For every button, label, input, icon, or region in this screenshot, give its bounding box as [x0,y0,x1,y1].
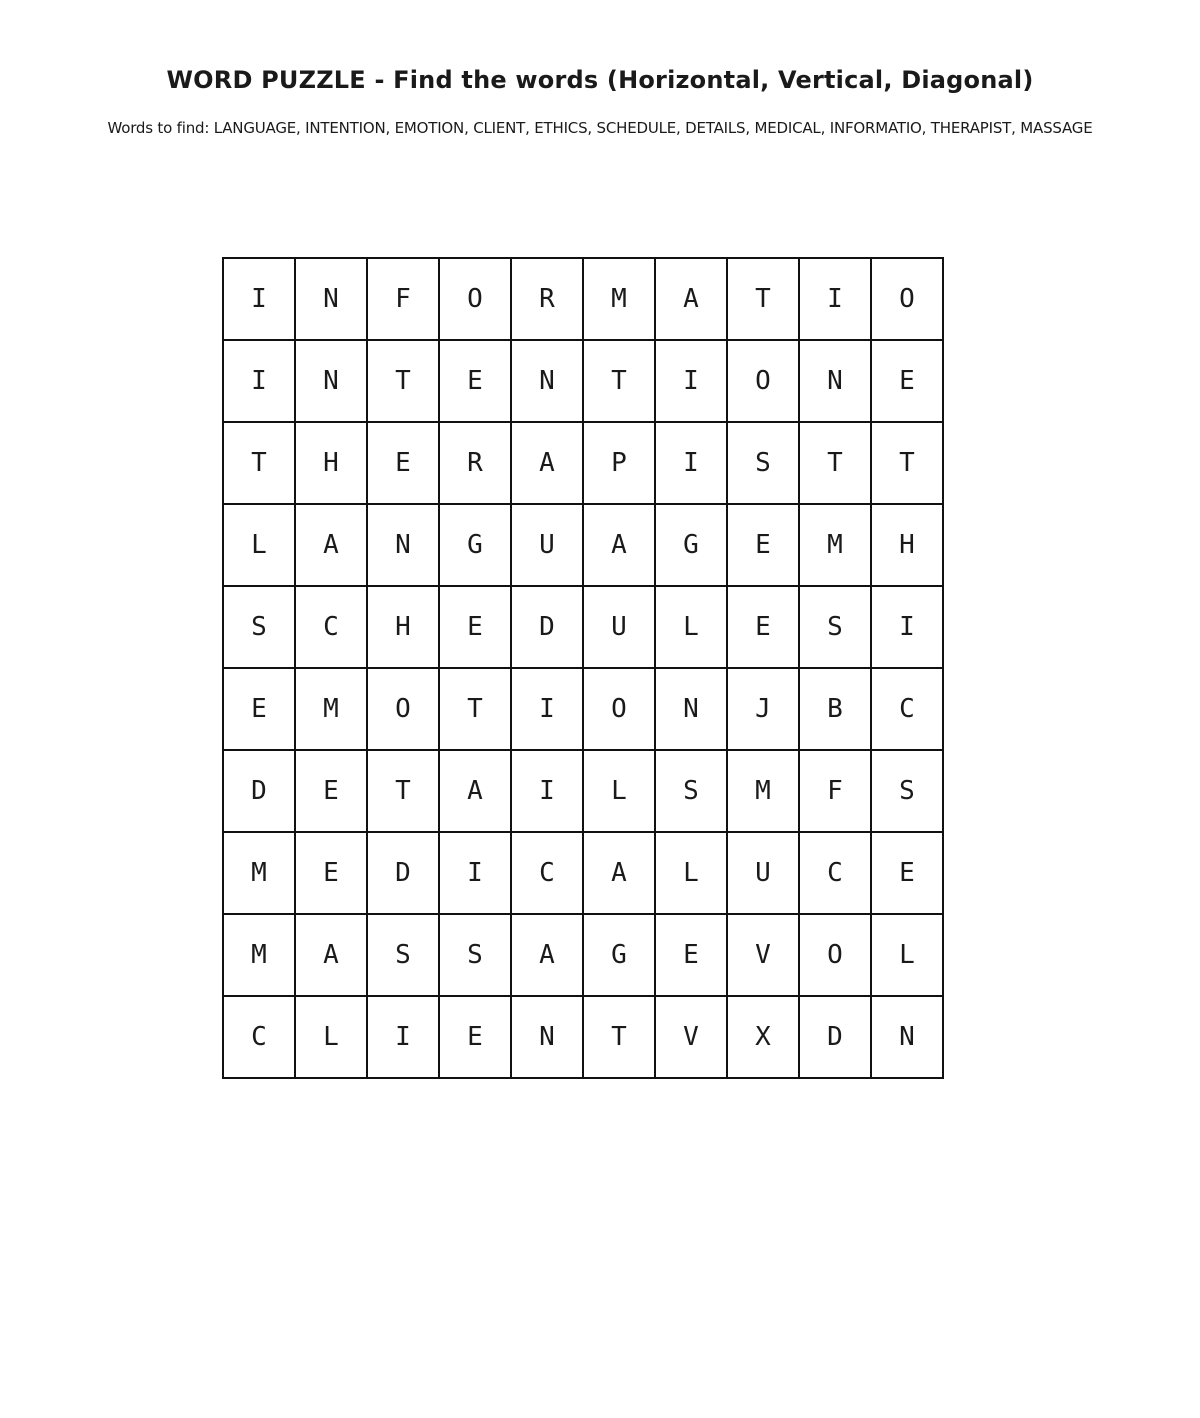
grid-cell[interactable]: L [584,751,656,833]
grid-cell[interactable]: I [440,833,512,915]
grid-cell[interactable]: L [296,997,368,1079]
grid-cell[interactable]: C [800,833,872,915]
grid-cell[interactable]: C [872,669,944,751]
grid-cell[interactable]: E [656,915,728,997]
grid-cell[interactable]: R [512,259,584,341]
grid-cell[interactable]: M [800,505,872,587]
grid-cell[interactable]: E [296,751,368,833]
grid-cell[interactable]: I [512,751,584,833]
grid-cell[interactable]: D [368,833,440,915]
grid-cell[interactable]: H [296,423,368,505]
grid-cell[interactable]: I [512,669,584,751]
grid-cell[interactable]: A [584,505,656,587]
grid-cell[interactable]: I [656,423,728,505]
grid-cell[interactable]: D [224,751,296,833]
grid-cell[interactable]: T [584,997,656,1079]
grid-cell[interactable]: U [512,505,584,587]
grid-cell[interactable]: U [584,587,656,669]
grid-cell[interactable]: N [512,997,584,1079]
grid-cell[interactable]: F [368,259,440,341]
grid-cell[interactable]: L [224,505,296,587]
grid-cell[interactable]: S [368,915,440,997]
grid-cell[interactable]: E [368,423,440,505]
grid-cell[interactable]: N [512,341,584,423]
grid-cell[interactable]: I [872,587,944,669]
grid-cell[interactable]: E [728,587,800,669]
grid-cell[interactable]: C [224,997,296,1079]
grid-cell[interactable]: I [224,341,296,423]
grid-cell[interactable]: E [440,341,512,423]
grid-cell[interactable]: I [224,259,296,341]
grid-cell[interactable]: A [512,423,584,505]
grid-cell[interactable]: T [872,423,944,505]
grid-cell[interactable]: H [368,587,440,669]
grid-cell[interactable]: S [800,587,872,669]
grid-cell[interactable]: O [728,341,800,423]
grid-cell[interactable]: E [872,833,944,915]
grid-cell[interactable]: J [728,669,800,751]
grid-cell[interactable]: O [800,915,872,997]
grid-cell[interactable]: V [656,997,728,1079]
grid-cell[interactable]: A [656,259,728,341]
grid-cell[interactable]: M [584,259,656,341]
grid-cell[interactable]: O [440,259,512,341]
grid-cell[interactable]: M [728,751,800,833]
grid-cell[interactable]: L [872,915,944,997]
grid-cell[interactable]: T [584,341,656,423]
grid-cell[interactable]: C [296,587,368,669]
grid-cell[interactable]: G [440,505,512,587]
words-to-find: Words to find: LANGUAGE, INTENTION, EMOTION, CLIENT, ETHICS, SCHEDULE, DETAILS, MEDICAL, INFORMATIO, THERAPIST, MASSAGE [107,119,1093,137]
grid-cell[interactable]: E [728,505,800,587]
grid-cell[interactable]: S [728,423,800,505]
grid-cell[interactable]: B [800,669,872,751]
grid-cell[interactable]: H [872,505,944,587]
grid-cell[interactable]: F [800,751,872,833]
letter-grid [222,257,944,1079]
grid-cell[interactable]: S [872,751,944,833]
grid-cell[interactable]: O [368,669,440,751]
grid-cell[interactable]: C [512,833,584,915]
grid-cell[interactable]: E [296,833,368,915]
grid-cell[interactable]: D [800,997,872,1079]
grid-cell[interactable]: O [872,259,944,341]
grid-cell[interactable]: R [440,423,512,505]
grid-cell[interactable]: A [512,915,584,997]
grid-cell[interactable]: G [584,915,656,997]
grid-cell[interactable]: T [368,341,440,423]
grid-cell[interactable]: S [656,751,728,833]
grid-cell[interactable]: T [728,259,800,341]
grid-cell[interactable]: I [368,997,440,1079]
grid-cell[interactable]: E [872,341,944,423]
grid-cell[interactable]: N [368,505,440,587]
grid-cell[interactable]: L [656,833,728,915]
grid-cell[interactable]: A [584,833,656,915]
grid-cell[interactable]: T [440,669,512,751]
grid-cell[interactable]: T [224,423,296,505]
grid-cell[interactable]: N [296,259,368,341]
grid-cell[interactable]: N [656,669,728,751]
grid-cell[interactable]: E [440,587,512,669]
grid-cell[interactable]: A [440,751,512,833]
grid-cell[interactable]: I [800,259,872,341]
grid-cell[interactable]: I [656,341,728,423]
grid-cell[interactable]: O [584,669,656,751]
grid-cell[interactable]: X [728,997,800,1079]
grid-cell[interactable]: S [224,587,296,669]
grid-cell[interactable]: T [800,423,872,505]
grid-cell[interactable]: P [584,423,656,505]
grid-cell[interactable]: V [728,915,800,997]
grid-cell[interactable]: M [296,669,368,751]
grid-cell[interactable]: S [440,915,512,997]
grid-cell[interactable]: M [224,915,296,997]
grid-cell[interactable]: U [728,833,800,915]
grid-cell[interactable]: N [872,997,944,1079]
grid-cell[interactable]: E [440,997,512,1079]
grid-cell[interactable]: A [296,505,368,587]
grid-cell[interactable]: E [224,669,296,751]
grid-cell[interactable]: T [368,751,440,833]
grid-cell[interactable]: D [512,587,584,669]
grid-cell[interactable]: M [224,833,296,915]
grid-cell[interactable]: G [656,505,728,587]
grid-cell[interactable]: A [296,915,368,997]
grid-cell[interactable]: L [656,587,728,669]
grid-cell[interactable]: N [800,341,872,423]
puzzle-title: WORD PUZZLE - Find the words (Horizontal, Vertical, Diagonal) [166,66,1034,94]
grid-cell[interactable]: N [296,341,368,423]
